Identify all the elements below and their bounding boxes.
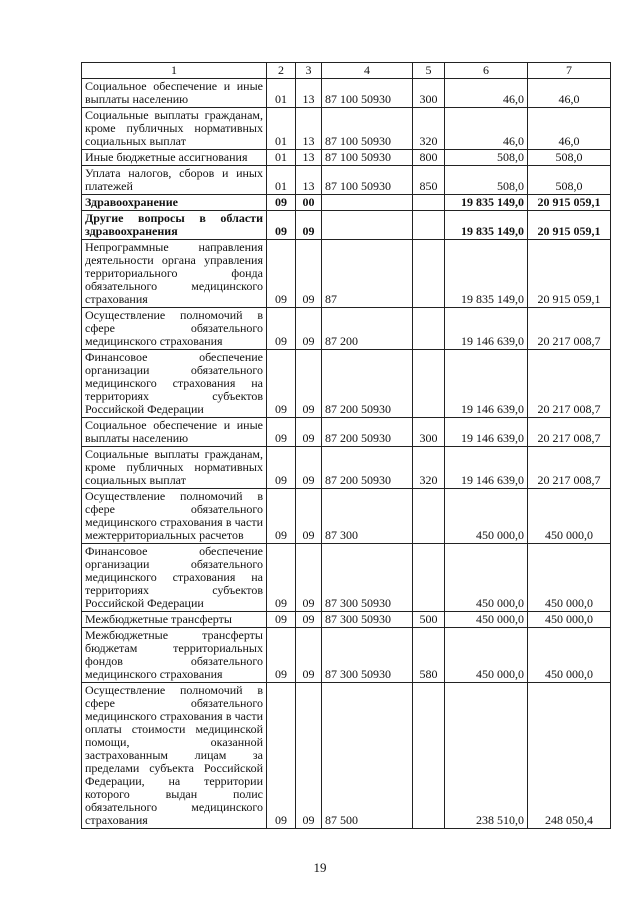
- cell-name: Уплата налогов, сборов и иных платежей: [82, 166, 267, 195]
- table-row: [82, 489, 611, 544]
- column-header: 2: [267, 63, 296, 79]
- cell-amount-year2: 450 000,0: [528, 612, 611, 628]
- cell-section: 09: [267, 489, 296, 544]
- cell-section: 01: [267, 166, 296, 195]
- cell-target-article: 87 200 50930: [322, 418, 413, 447]
- cell-subsection: 13: [296, 150, 322, 166]
- column-header: 6: [445, 63, 528, 79]
- cell-target-article: 87 300: [322, 489, 413, 544]
- column-header: 5: [413, 63, 445, 79]
- cell-amount-year2: 20 915 059,1: [528, 195, 611, 211]
- cell-name: Финансовое обеспечение организации обязательного медицинского страхования на территориях субъектов Российской Федерации: [82, 544, 267, 612]
- cell-expense-type: [413, 489, 445, 544]
- cell-subsection: 13: [296, 166, 322, 195]
- cell-amount-year1: 46,0: [445, 108, 528, 150]
- cell-amount-year2: 450 000,0: [528, 489, 611, 544]
- column-header: 4: [322, 63, 413, 79]
- cell-expense-type: 500: [413, 612, 445, 628]
- cell-expense-type: 850: [413, 166, 445, 195]
- cell-subsection: 09: [296, 211, 322, 240]
- cell-expense-type: [413, 240, 445, 308]
- table-row: [82, 308, 611, 350]
- cell-target-article: 87 200 50930: [322, 447, 413, 489]
- cell-section: 09: [267, 308, 296, 350]
- cell-subsection: 09: [296, 418, 322, 447]
- table-row: [82, 544, 611, 612]
- cell-name: Непрограммные направления деятельности органа управления территориального фонда обязательного медицинского страхования: [82, 240, 267, 308]
- cell-subsection: 13: [296, 79, 322, 108]
- cell-section: 09: [267, 628, 296, 683]
- table-row: [82, 418, 611, 447]
- table-header-row: [82, 63, 611, 79]
- cell-amount-year1: 450 000,0: [445, 628, 528, 683]
- cell-amount-year1: 19 146 639,0: [445, 308, 528, 350]
- cell-subsection: 09: [296, 683, 322, 829]
- cell-subsection: 09: [296, 612, 322, 628]
- cell-amount-year2: 20 217 008,7: [528, 308, 611, 350]
- cell-section: 09: [267, 612, 296, 628]
- column-header: 7: [528, 63, 611, 79]
- cell-section: 09: [267, 195, 296, 211]
- table-row: [82, 211, 611, 240]
- cell-name: Осуществление полномочий в сфере обязательного медицинского страхования: [82, 308, 267, 350]
- cell-target-article: [322, 211, 413, 240]
- table-row: [82, 195, 611, 211]
- cell-section: 09: [267, 350, 296, 418]
- cell-name: Социальные выплаты гражданам, кроме публичных нормативных социальных выплат: [82, 447, 267, 489]
- cell-name: Осуществление полномочий в сфере обязательного медицинского страхования в части межтерриториальных расчетов: [82, 489, 267, 544]
- cell-amount-year1: 508,0: [445, 150, 528, 166]
- cell-expense-type: [413, 308, 445, 350]
- cell-amount-year1: 19 835 149,0: [445, 211, 528, 240]
- page-number: 19: [313, 860, 327, 875]
- cell-name: Социальное обеспечение и иные выплаты населению: [82, 418, 267, 447]
- cell-expense-type: [413, 683, 445, 829]
- cell-subsection: 09: [296, 350, 322, 418]
- cell-amount-year1: 19 146 639,0: [445, 418, 528, 447]
- cell-name: Иные бюджетные ассигнования: [82, 150, 267, 166]
- cell-expense-type: 320: [413, 447, 445, 489]
- cell-amount-year1: 19 146 639,0: [445, 447, 528, 489]
- cell-section: 09: [267, 683, 296, 829]
- cell-amount-year2: 20 915 059,1: [528, 240, 611, 308]
- cell-subsection: 09: [296, 308, 322, 350]
- cell-amount-year1: 450 000,0: [445, 544, 528, 612]
- cell-section: 09: [267, 418, 296, 447]
- cell-expense-type: 320: [413, 108, 445, 150]
- cell-amount-year1: 19 835 149,0: [445, 195, 528, 211]
- cell-target-article: [322, 195, 413, 211]
- cell-name: Межбюджетные трансферты: [82, 612, 267, 628]
- cell-amount-year2: 248 050,4: [528, 683, 611, 829]
- cell-target-article: 87 200: [322, 308, 413, 350]
- table-row: [82, 447, 611, 489]
- cell-name: Социальные выплаты гражданам, кроме публичных нормативных социальных выплат: [82, 108, 267, 150]
- table-row: [82, 628, 611, 683]
- cell-expense-type: [413, 350, 445, 418]
- cell-subsection: 09: [296, 240, 322, 308]
- table-row: [82, 240, 611, 308]
- cell-target-article: 87 300 50930: [322, 628, 413, 683]
- cell-amount-year2: 46,0: [528, 79, 611, 108]
- cell-section: 01: [267, 79, 296, 108]
- cell-name: Межбюджетные трансферты бюджетам территориальных фондов обязательного медицинского страхования: [82, 628, 267, 683]
- cell-target-article: 87 300 50930: [322, 544, 413, 612]
- cell-section: 09: [267, 447, 296, 489]
- table-row: [82, 350, 611, 418]
- cell-expense-type: 580: [413, 628, 445, 683]
- cell-expense-type: [413, 195, 445, 211]
- cell-amount-year2: 450 000,0: [528, 628, 611, 683]
- table-row: [82, 150, 611, 166]
- cell-name: Здравоохранение: [82, 195, 267, 211]
- cell-amount-year2: 46,0: [528, 108, 611, 150]
- cell-subsection: 09: [296, 628, 322, 683]
- cell-expense-type: 300: [413, 418, 445, 447]
- cell-name: Финансовое обеспечение организации обязательного медицинского страхования на территориях субъектов Российской Федерации: [82, 350, 267, 418]
- cell-amount-year1: 450 000,0: [445, 612, 528, 628]
- cell-subsection: 09: [296, 489, 322, 544]
- cell-amount-year1: 238 510,0: [445, 683, 528, 829]
- cell-expense-type: [413, 211, 445, 240]
- table-row: [82, 612, 611, 628]
- cell-name: Осуществление полномочий в сфере обязательного медицинского страхования в части оплаты стоимости медицинской помощи, оказанной застрахованным лицам за пределами субъекта Российской Федерации, на территории которого выдан полис обязательного медицинского страхования: [82, 683, 267, 829]
- cell-amount-year2: 450 000,0: [528, 544, 611, 612]
- cell-target-article: 87 100 50930: [322, 150, 413, 166]
- cell-target-article: 87 200 50930: [322, 350, 413, 418]
- cell-amount-year2: 20 915 059,1: [528, 211, 611, 240]
- cell-section: 09: [267, 211, 296, 240]
- cell-amount-year2: 508,0: [528, 166, 611, 195]
- cell-amount-year1: 46,0: [445, 79, 528, 108]
- table-row: [82, 166, 611, 195]
- cell-target-article: 87 500: [322, 683, 413, 829]
- cell-expense-type: 300: [413, 79, 445, 108]
- cell-amount-year2: 20 217 008,7: [528, 350, 611, 418]
- cell-target-article: 87 100 50930: [322, 79, 413, 108]
- cell-subsection: 13: [296, 108, 322, 150]
- cell-amount-year1: 508,0: [445, 166, 528, 195]
- table-row: [82, 683, 611, 829]
- column-header: 1: [82, 63, 267, 79]
- cell-target-article: 87 100 50930: [322, 108, 413, 150]
- cell-amount-year1: 19 146 639,0: [445, 350, 528, 418]
- cell-subsection: 09: [296, 447, 322, 489]
- cell-target-article: 87 300 50930: [322, 612, 413, 628]
- cell-amount-year2: 508,0: [528, 150, 611, 166]
- cell-section: 09: [267, 544, 296, 612]
- cell-target-article: 87 100 50930: [322, 166, 413, 195]
- cell-subsection: 09: [296, 544, 322, 612]
- budget-table: [81, 62, 611, 829]
- cell-amount-year2: 20 217 008,7: [528, 447, 611, 489]
- cell-amount-year1: 19 835 149,0: [445, 240, 528, 308]
- cell-expense-type: [413, 544, 445, 612]
- table-row: [82, 108, 611, 150]
- cell-section: 01: [267, 108, 296, 150]
- column-header: 3: [296, 63, 322, 79]
- table-row: [82, 79, 611, 108]
- cell-expense-type: 800: [413, 150, 445, 166]
- cell-subsection: 00: [296, 195, 322, 211]
- table-body: [82, 79, 611, 829]
- cell-section: 01: [267, 150, 296, 166]
- cell-target-article: 87: [322, 240, 413, 308]
- cell-name: Социальное обеспечение и иные выплаты населению: [82, 79, 267, 108]
- cell-section: 09: [267, 240, 296, 308]
- cell-amount-year1: 450 000,0: [445, 489, 528, 544]
- cell-amount-year2: 20 217 008,7: [528, 418, 611, 447]
- cell-name: Другие вопросы в области здравоохранения: [82, 211, 267, 240]
